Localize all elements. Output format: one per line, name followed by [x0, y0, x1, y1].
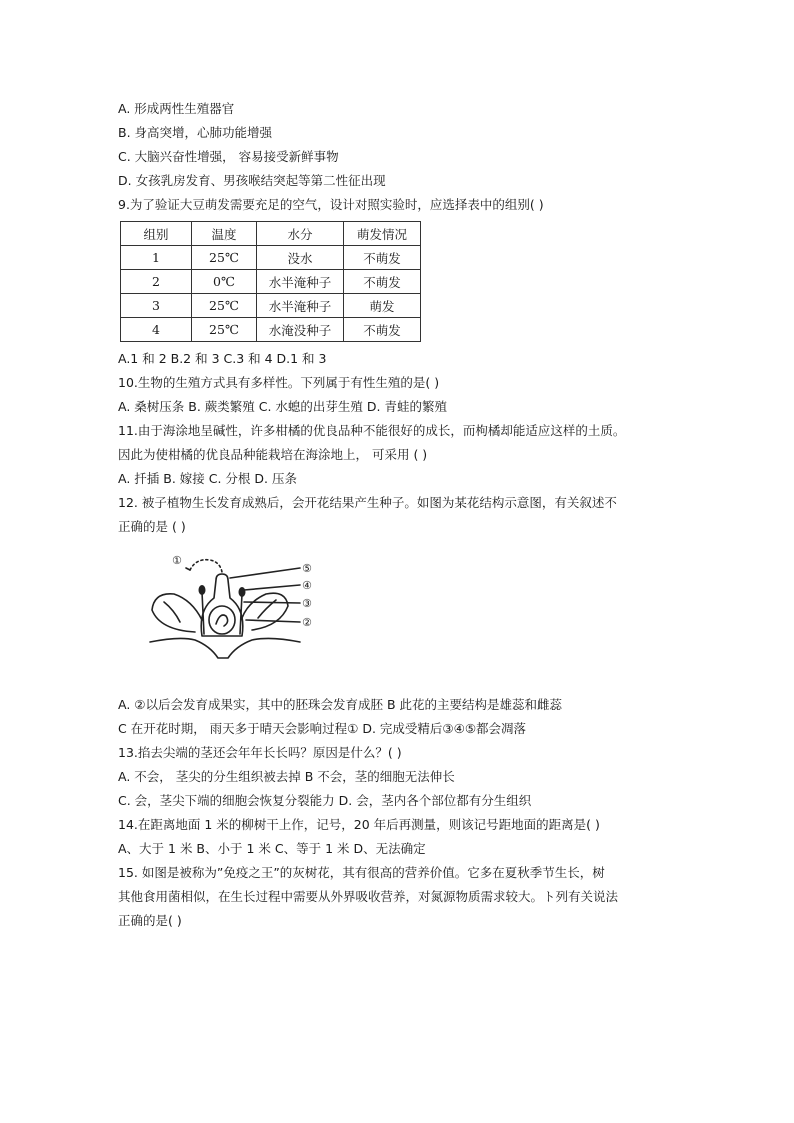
question-12-line1: 12. 被子植物生长发育成熟后，会开花结果产生种子。如图为某花结构示意图，有关叙述不: [118, 495, 617, 510]
table-row: [121, 270, 421, 294]
table-cell: 25℃: [192, 294, 257, 318]
table-row: [121, 318, 421, 342]
question-15-line1: 15. 如图是被称为”免疫之王”的灰树花，其有很高的营养价值。它多在夏秋季节生长，树: [118, 865, 605, 880]
question-9: 9.为了验证大豆萌发需要充足的空气，设计对照实验时，应选择表中的组别( ): [118, 197, 544, 212]
question-11-options: A. 扦插 B. 嫁接 C. 分根 D. 压条: [118, 471, 297, 486]
figure-label-3: ③: [302, 597, 312, 610]
figure-label-1: ①: [172, 554, 182, 567]
option-d: D. 女孩乳房发育、男孩喉结突起等第二性征出现: [118, 173, 386, 188]
question-11-line2: 因此为使柑橘的优良品种能栽培在海涂地上， 可采用 ( ): [118, 447, 428, 462]
figure-label-2: ②: [302, 616, 312, 629]
question-15-line3: 正确的是( ): [118, 913, 182, 928]
anther-right: [239, 587, 246, 597]
option-a: A. 形成两性生殖器官: [118, 101, 235, 116]
table-header: 温度: [192, 222, 257, 246]
figure-label-5: ⑤: [302, 562, 312, 575]
option-c: C. 大脑兴奋性增强， 容易接受新鲜事物: [118, 149, 339, 164]
question-10-options: A. 桑树压条 B. 蕨类繁殖 C. 水螅的出芽生殖 D. 青蛙的繁殖: [118, 399, 447, 414]
table-header: 水分: [257, 222, 344, 246]
germination-table: [120, 221, 421, 342]
question-13-options-cd: C. 会，茎尖下端的细胞会恢复分裂能力 D. 会，茎内各个部位都有分生组织: [118, 793, 532, 808]
table-cell: 不萌发: [344, 318, 421, 342]
question-14: 14.在距离地面 1 米的柳树干上作，记号，20 年后再测量，则该记号距地面的距离是( ): [118, 817, 600, 832]
table-cell: 3: [121, 294, 192, 318]
question-13: 13.掐去尖端的茎还会年年长长吗？原因是什么？( ): [118, 745, 402, 760]
table-cell: 水半淹种子: [257, 270, 344, 294]
table-cell: 25℃: [192, 246, 257, 270]
question-12-options-ab: A. ②以后会发育成果实，其中的胚珠会发育成胚 B 此花的主要结构是雄蕊和雌蕊: [118, 697, 563, 712]
table-cell: 不萌发: [344, 246, 421, 270]
table-cell: 4: [121, 318, 192, 342]
question-11-line1: 11.由于海涂地呈碱性，许多柑橘的优良品种不能很好的成长，而枸橘却能适应这样的土质。: [118, 423, 626, 438]
table-cell: 2: [121, 270, 192, 294]
table-cell: 不萌发: [344, 270, 421, 294]
question-15-line2: 其他食用菌相似，在生长过程中需要从外界吸收营养，对氮源物质需求较大。ト列有关说法: [118, 889, 619, 904]
question-12-line2: 正确的是 ( ): [118, 519, 186, 534]
figure-label-4: ④: [302, 579, 312, 592]
table-row: [121, 246, 421, 270]
table-cell: 水淹没种子: [257, 318, 344, 342]
table-cell: 0℃: [192, 270, 257, 294]
table-cell: 25℃: [192, 318, 257, 342]
question-14-options: A、大于 1 米 B、小于 1 米 C、等于 1 米 D、无法确定: [118, 841, 426, 856]
table-header: 组别: [121, 222, 192, 246]
table-row: [121, 294, 421, 318]
table-header-row: [121, 222, 421, 246]
table-cell: 水半淹种子: [257, 294, 344, 318]
table-header: 萌发情况: [344, 222, 421, 246]
question-9-options: A.1 和 2 B.2 和 3 C.3 和 4 D.1 和 3: [118, 351, 327, 366]
option-b: B. 身高突增，心肺功能增强: [118, 125, 273, 140]
table-cell: 1: [121, 246, 192, 270]
question-10: 10.生物的生殖方式具有多样性。下列属于有性生殖的是( ): [118, 375, 440, 390]
table-cell: 萌发: [344, 294, 421, 318]
anther-left: [199, 585, 206, 595]
table-cell: 没水: [257, 246, 344, 270]
flower-structure-diagram: [140, 550, 320, 670]
question-12-options-cd: C 在开花时期， 雨天多于晴天会影响过程① D. 完成受精后③④⑤都会凋落: [118, 721, 527, 736]
question-13-options-ab: A. 不会， 茎尖的分生组织被去掉 B 不会，茎的细胞无法伸长: [118, 769, 455, 784]
